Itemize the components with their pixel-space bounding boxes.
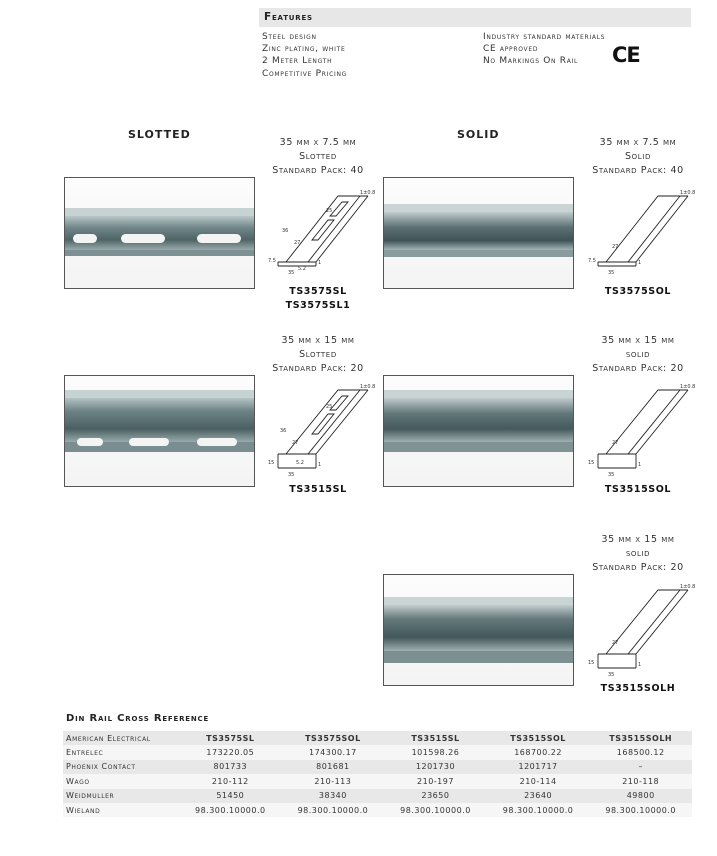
table-cell: 1201717 [518,762,558,772]
dim-label: 1 [638,662,642,668]
drawing-ts3575sol [588,182,700,278]
table-row-label: Wago [66,776,90,786]
dim-label: 35 [608,472,615,478]
dim-label: 1 [638,462,642,468]
table-cell: 210-113 [314,776,352,786]
spec-ts3515solh [578,533,698,575]
spec-dimensions: 35 mm x 15 mm [281,335,355,346]
dim-label: 35 [288,270,295,276]
table-cell: 23650 [421,791,450,801]
part-number: TS3515SL [289,484,347,495]
features-header-bar [259,8,691,27]
spec-type: Solid [625,151,651,162]
feature-item: CE approved [483,44,539,55]
spec-pack: Standard Pack: 40 [592,165,684,176]
spec-ts3515sl [258,334,378,376]
part-number: TS3515SOLH [600,683,676,694]
dim-label: 5.2 [298,266,306,272]
rail-photo-solid-15-heavy [383,574,574,686]
feature-item: Steel design [262,32,317,42]
ce-mark-logo: CE [612,43,640,67]
part-number: TS3575SL [289,286,347,297]
dim-label: 27 [294,240,301,246]
table-row [63,745,692,759]
drawing-ts3515solh [588,582,700,678]
table-cell: 101598.26 [411,748,460,758]
spec-dimensions: 35 mm x 15 mm [601,534,675,545]
column-header: TS3575SL [206,733,255,743]
table-cell: 168700.22 [514,748,562,758]
table-row [63,774,692,788]
features-list-left [262,31,347,80]
dim-label: 27 [612,640,619,646]
table-cell: 51450 [216,791,245,801]
spec-dimensions: 35 mm x 7.5 mm [599,137,677,148]
feature-item: Competitive Pricing [262,68,347,79]
spec-type: Slotted [299,151,337,162]
table-row [63,803,692,817]
column-header: TS3515SOL [510,733,566,743]
dim-label: 27 [292,440,299,446]
dim-label: 7.5 [268,258,276,264]
solid-section-title: SOLID [457,128,500,141]
spec-ts3515sol [578,334,698,376]
dim-label: 25 [326,404,333,410]
column-header: TS3515SL [411,733,460,743]
part-number-group [263,285,373,313]
spec-type: solid [625,548,651,559]
part-number-group [583,483,693,497]
drawing-ts3515sl [268,382,380,478]
table-row-label: American Electrical [66,733,151,743]
dim-label: 7.5 [588,258,596,264]
dim-label: 35 [288,472,295,478]
spec-pack: Standard Pack: 20 [592,562,684,573]
dim-label: 15 [588,460,595,466]
part-number-group [583,682,693,696]
table-cell: 173220.05 [206,748,255,758]
dim-label: 1±0.8 [360,190,376,196]
part-number: TS3575SOL [604,286,672,297]
dim-label: 1 [638,260,642,266]
dim-label: 1±0.8 [360,384,376,390]
table-cell: 174300.17 [309,748,357,758]
rail-photo-solid-75 [383,177,574,289]
table-row-label: Weidmuller [66,791,115,801]
feature-item: 2 Meter Length [262,56,333,67]
part-number-group [263,483,373,497]
drawing-ts3575sl [268,182,380,278]
feature-item: Zinc plating, white [262,44,346,55]
table-row [63,789,692,803]
table-cell: – [638,762,643,772]
dim-label: 35 [608,672,615,678]
rail-photo-slotted-15 [64,375,255,487]
table-cell: 38340 [318,791,347,801]
table-cell: 98.300.10000.0 [400,805,471,815]
spec-pack: Standard Pack: 20 [592,363,684,374]
table-cell: 801733 [213,762,248,772]
feature-item: Industry standard materials [483,32,606,42]
rail-photo-solid-15 [383,375,574,487]
dim-label: 27 [612,440,619,446]
table-row [63,731,692,745]
dim-label: 27 [612,244,619,250]
table-cell: 49800 [626,791,655,801]
table-cell: 210-118 [622,776,660,786]
spec-type: solid [625,349,651,360]
rail-photo-slotted-75 [64,177,255,289]
dim-label: 15 [588,660,595,666]
slotted-section-title: SLOTTED [128,128,191,141]
spec-dimensions: 35 mm x 7.5 mm [279,137,357,148]
dim-label: 36 [282,228,289,234]
features-list-right [483,31,605,68]
dim-label: 1±0.8 [680,584,696,590]
dim-label: 1 [318,462,322,468]
dim-label: 25 [326,208,333,214]
table-cell: 168500.12 [616,748,665,758]
spec-ts3575sol [578,136,698,178]
dim-label: 35 [608,270,615,276]
table-cell: 1201730 [415,762,456,772]
dim-label: 5.2 [296,460,304,466]
features-title: Features [264,11,313,23]
table-row-label: Entrelec [66,748,104,758]
dim-label: 1 [318,260,322,266]
cross-reference-title: Din Rail Cross Reference [66,713,210,724]
drawing-ts3515sol [588,382,700,478]
part-number: TS3575SL1 [285,300,351,311]
spec-ts3575sl [258,136,378,178]
table-cell: 98.300.10000.0 [297,805,369,815]
table-cell: 98.300.10000.0 [502,805,574,815]
part-number-group [583,285,693,299]
table-cell: 210-112 [211,776,249,786]
table-row-label: Phoenix Contact [66,762,136,772]
cross-reference-table [63,731,692,817]
table-cell: 210-197 [417,776,454,786]
dim-label: 1±0.8 [680,190,696,196]
table-row-label: Wieland [66,805,101,815]
table-row [63,760,692,774]
spec-dimensions: 35 mm x 15 mm [601,335,675,346]
dim-label: 36 [280,428,287,434]
table-cell: 801681 [316,762,350,772]
feature-item: No Markings On Rail [483,56,579,67]
spec-pack: Standard Pack: 40 [272,165,364,176]
dim-label: 1±0.8 [680,384,696,390]
column-header: TS3575SOL [305,733,361,743]
spec-type: Slotted [299,349,337,360]
column-header: TS3515SOLH [609,733,673,743]
spec-pack: Standard Pack: 20 [272,363,364,374]
dim-label: 15 [268,460,275,466]
table-cell: 98.300.10000.0 [194,805,266,815]
part-number: TS3515SOL [604,484,672,495]
table-cell: 210-114 [519,776,557,786]
table-cell: 98.300.10000.0 [605,805,676,815]
table-cell: 23640 [524,791,553,801]
